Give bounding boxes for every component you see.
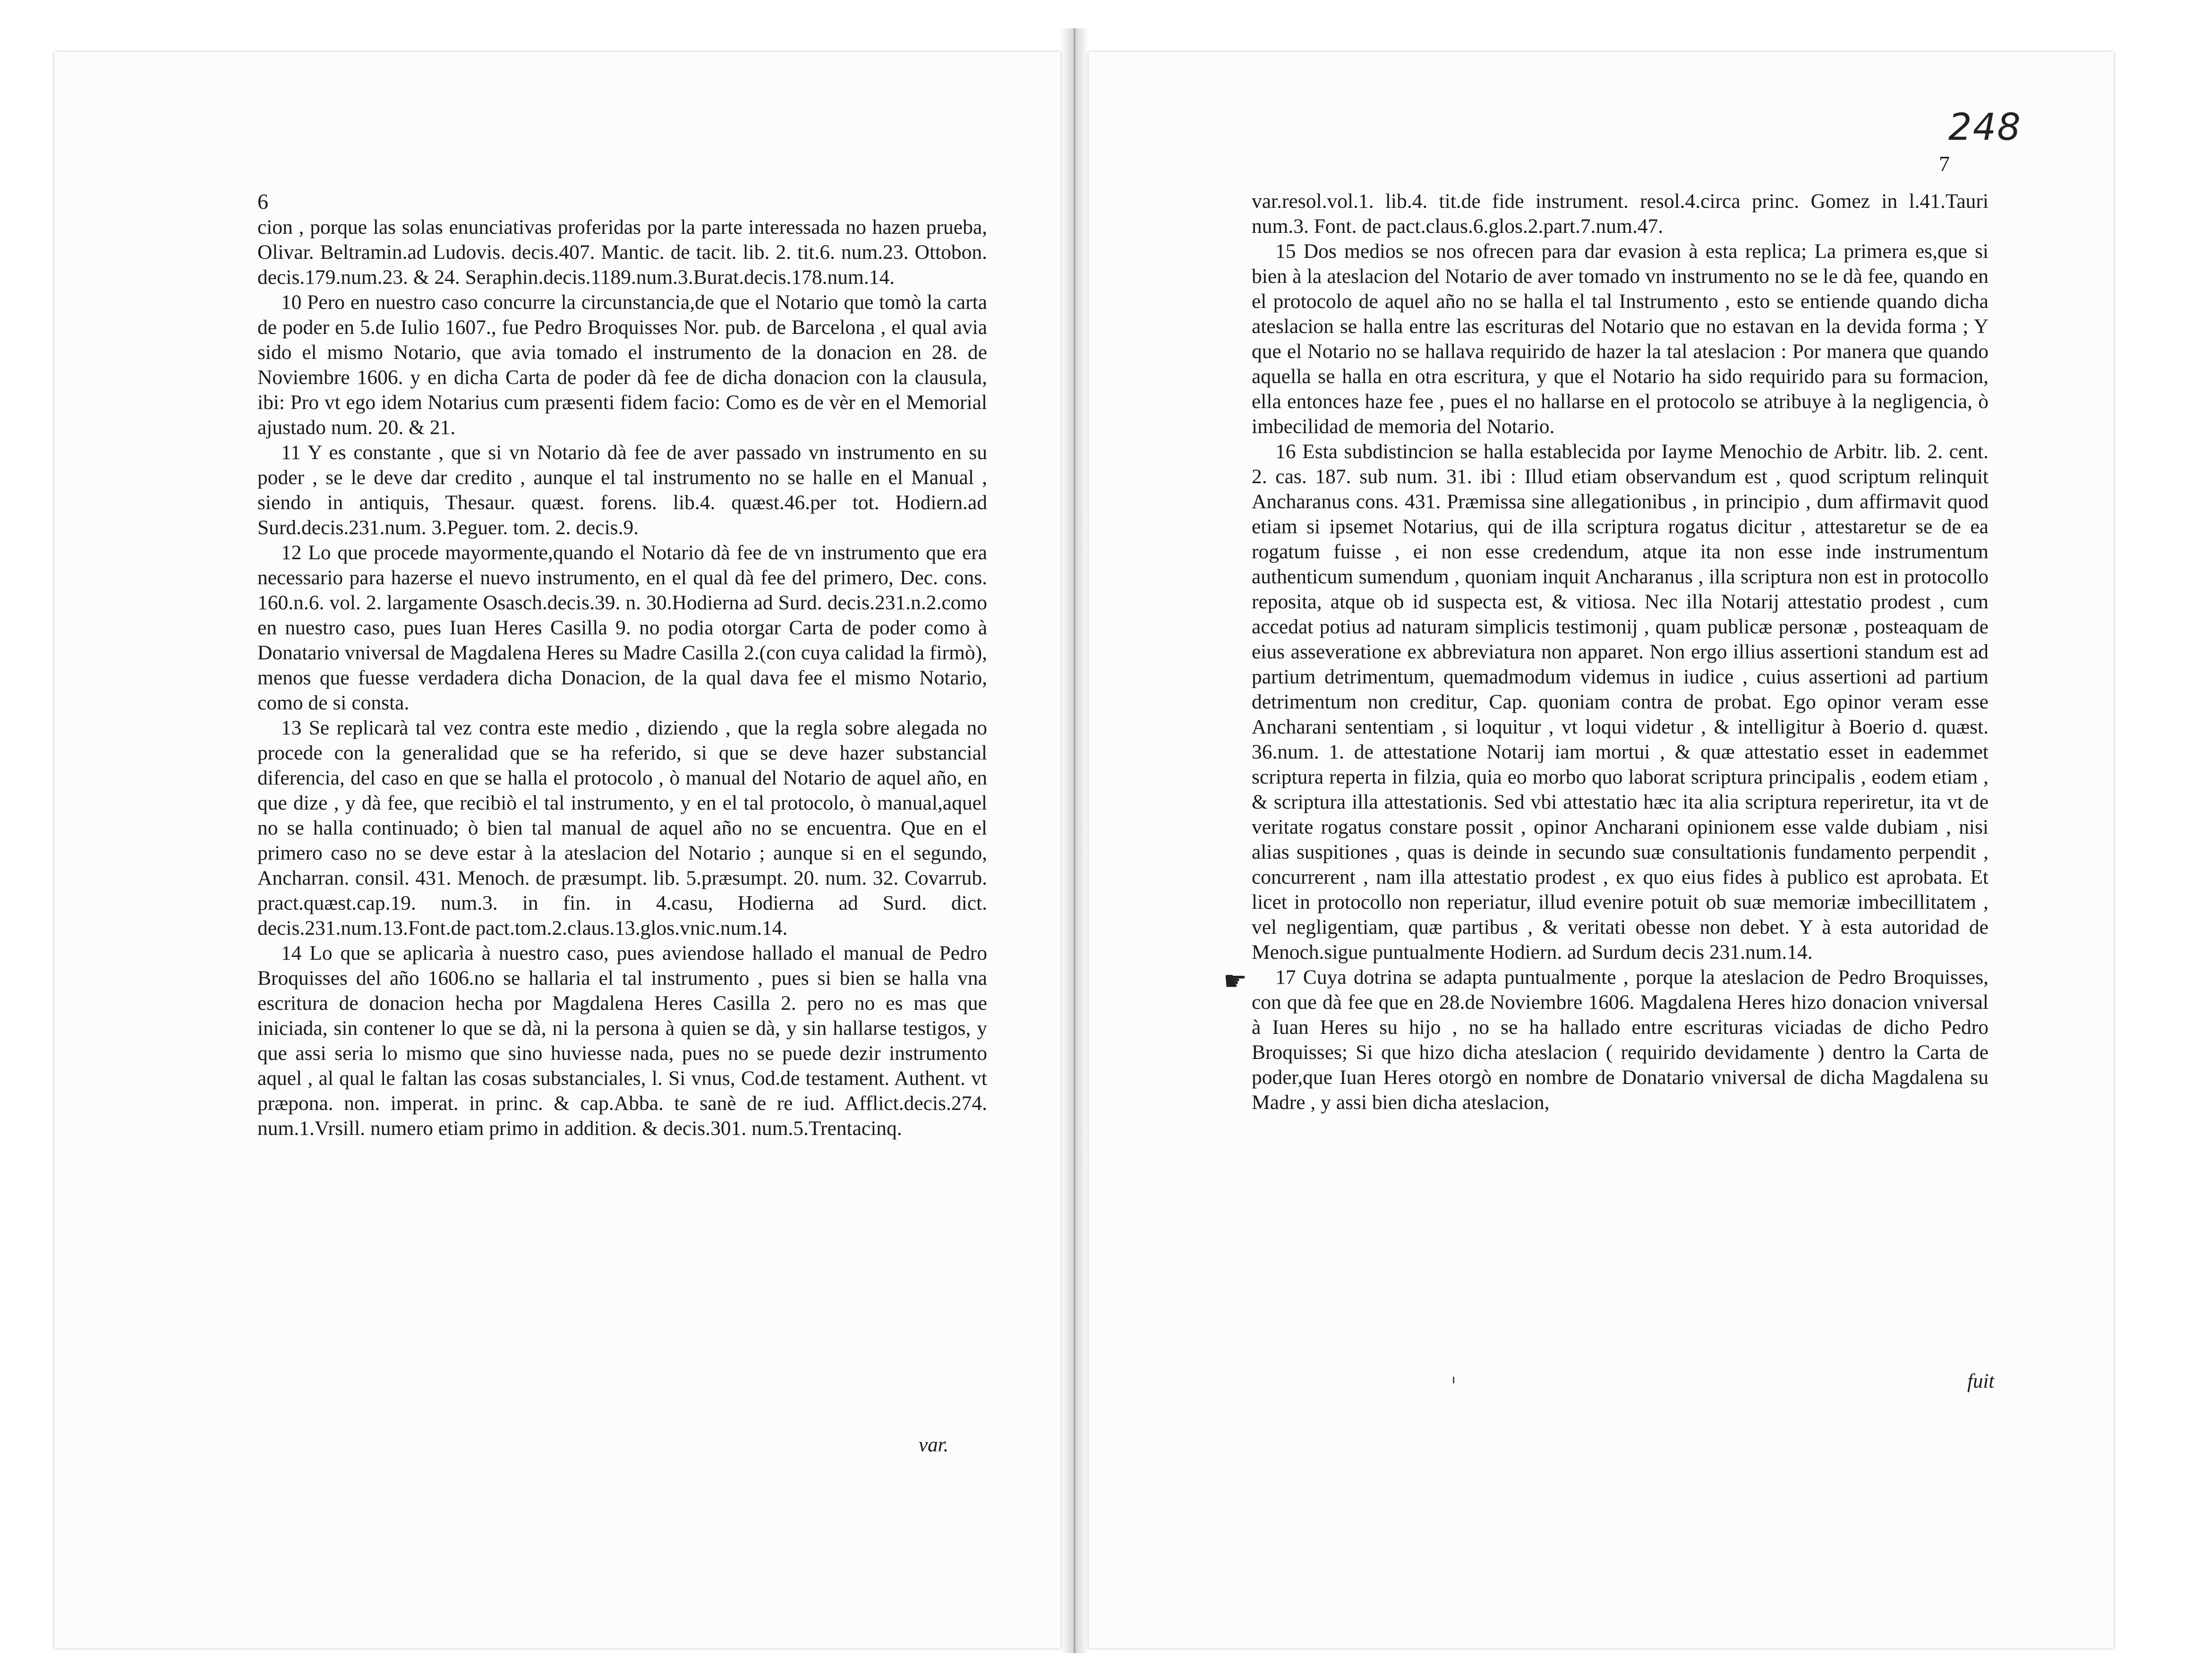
- book-gutter: [1060, 28, 1089, 1653]
- right-page: [1089, 52, 2114, 1648]
- paragraph: 15 Dos medios se nos ofrecen para dar evasion à esta replica; La primera es,que si bien à la ateslacion del Notario de aver tomado vn instrumento no se le dà fee, quando en el protocolo de aquel año no se halla el tal Instrumento , esto se entiende quando dicha ateslacion se halla entre las escrituras del Notario que no estavan en la devida forma ; Y que el Notario no se hallava requirido de hazer la tal ateslacion : Por manera que quando aquella se halla en otra escritura, y que el Notario ha sido requirido para su formacion, ella entonces haze fee , pues el no hallarse en el protocolo se atribuye à la negligencia, ò imbecilidad de memoria del Notario.: [1252, 240, 1989, 438]
- paragraph: 13 Se replicarà tal vez contra este medio , diziendo , que la regla sobre alegada no procede con la generalidad que se ha referido, si que se deve hazer substancial diferencia, del caso en que se halla el protocolo , ò manual del Notario de aquel año, en que dize , y dà fee, que recibiò el tal instrumento, y en el tal protocolo, ò manual,aquel no se halla continuado; ò bien tal manual de aquel año no se encuentra. Que en el primero caso no se deve estar à la ateslacion del Notario ; aunque si en el segundo, Ancharran. consil. 431. Menoch. de præsumpt. lib. 5.præsumpt. 20. num. 32. Covarrub. pract.quæst.cap.19. num.3. in fin. in 4.casu, Hodierna ad Surd. dict. decis.231.num.13.Font.de pact.tom.2.claus.13.glos.vnic.num.14.: [257, 716, 987, 939]
- page-text: [257, 215, 987, 1141]
- paragraph: 14 Lo que se aplicarìa à nuestro caso, pues aviendose hallado el manual de Pedro Broquisses del año 1606.no se hallaria el tal instrumento , pues si bien se halla vna escritura de donacion hecha por Magdalena Heres Casilla 2. pero no es mas que iniciada, sin contener lo que se dà, ni la persona à quien se dà, y sin hallarse testigos, y que assi seria lo mismo que sino huviesse nada, pues no se puede dezir instrumento aquel , al qual le faltan las cosas substanciales, l. Si vnus, Cod.de testament. Authent. vt præpona. non. imperat. in princ. & cap.Abba. te sanè de re iud. Afflict.decis.274. num.1.Vrsill. numero etiam primo in addition. & decis.301. num.5.Trentacinq.: [257, 942, 987, 1140]
- paragraph: 12 Lo que procede mayormente,quando el Notario dà fee de vn instrumento que era necessario para hazerse el nuevo instrumento, en el qual dà fee del primero, Dec. cons. 160.n.6. vol. 2. largamente Osasch.decis.39. n. 30.Hodierna ad Surd. decis.231.n.2.como en nuestro caso, pues Iuan Heres Casilla 9. no podia otorgar Carta de poder como à Donatario vniversal de Magdalena Heres su Madre Casilla 2.(con cuya calidad la firmò), menos que fuesse verdadera dicha Donacion, de la qual dava fee el mismo Notario, como de si consta.: [257, 541, 987, 714]
- ink-speck: [1453, 1377, 1454, 1383]
- paragraph: 11 Y es constante , que si vn Notario dà fee de aver passado vn instrumento en su poder , se le deve dar credito , aunque el tal instrumento no se halle en el Manual , siendo in antiquis, Thesaur. quæst. forens. lib.4. quæst.46.per tot. Hodiern.ad Surd.decis.231.num. 3.Peguer. tom. 2. decis.9.: [257, 441, 987, 539]
- handwritten-folio-number: 248: [1948, 106, 2022, 149]
- pointing-hand-icon: ☛: [1223, 967, 1247, 996]
- paragraph: cion , porque las solas enunciativas proferidas por la parte interessada no hazen prueba, Olivar. Beltramin.ad Ludovis. decis.407. Mantic. de tacit. lib. 2. tit.6. num.23. Ottobon. decis.179.num.23. & 24. Seraphin.decis.1189.num.3.Burat.decis.178.num.14.: [257, 216, 987, 289]
- page-number: 7: [1939, 152, 1950, 176]
- page-text: [1252, 189, 1989, 1115]
- paragraph: 16 Esta subdistincion se halla establecida por Iayme Menochio de Arbitr. lib. 2. cent. 2. cas. 187. sub num. 31. ibi : Illud etiam observandum est , quod scriptum relinquit Ancharanus cons. 431. Præmissa sine allegationibus , in principio , dum affirmavit quod etiam si ipsemet Notarius, qui de illa scriptura rogatus dicitur , attestaretur se de ea rogatum fuisse , ei non esse credendum, atque ita non esse inde instrumentum authenticum sumendum , quoniam inquit Ancharanus , illa scriptura non est in protocollo reposita, atque ob id suspecta est, & vitiosa. Nec illa Notarij attestatio prodest , cum accedat potius ad naturam simplicis testimonij , quam publicæ personæ , posteaquam de eius asseveratione ex abbreviatura non apparet. Non ergo illius assertioni standum est ad partium detrimentum, quemadmodum videmus in iudice , cuius assertioni ad partium detrimentum non creditur, Cap. quoniam contra de probat. Ego opinor veram esse Ancharani sententiam , si loquitur , vt loqui videtur , & intelligitur à Boerio d. quæst. 36.num. 1. de attestatione Notarij iam mortui , & quæ attestatio esset in eademmet scriptura reperta in filzia, quia eo morbo quo laborat scriptura principalis , eodem etiam , & scriptura illa attestationis. Sed vbi attestatio hæc ita alia scriptura reperiretur, ita vt de veritate rogatus constare possit , opinor Ancharani opinionem esse valde dubiam , nisi alias suspitiones , quas is deinde in secundo suæ consultationis fundamento perpendit , concurrerent , nam illa attestatio prodest , ex quo eius fides à publico est aprobata. Et licet in protocollo non reperiatur, illud evenire potuit ob suæ memoriæ imbecillitatem , vel negligentiam, quæ partibus , & veritati obesse non debet. Y à esta autoridad de Menoch.sigue puntualmente Hodiern. ad Surdum decis 231.num.14.: [1252, 440, 1989, 964]
- paragraph: 17 Cuya dotrina se adapta puntualmente , porque la ateslacion de Pedro Broquisses, con que dà fee que en 28.de Noviembre 1606. Magdalena Heres hizo donacion vniversal à Iuan Heres su hijo , no se ha hallado entre escrituras viciadas de dicho Pedro Broquisses; Si que hizo dicha ateslacion ( requirido devidamente ) dentro la Carta de poder,que Iuan Heres otorgò en nombre de Donatario vniversal de dicha Magdalena su Madre , y assi bien dicha ateslacion,: [1252, 966, 1989, 1114]
- left-page: [54, 52, 1060, 1648]
- page-number: 6: [257, 189, 268, 213]
- paragraph: var.resol.vol.1. lib.4. tit.de fide instrument. resol.4.circa princ. Gomez in l.41.Tauri num.3. Font. de pact.claus.6.glos.2.part.7.num.47.: [1252, 190, 1989, 238]
- paragraph: 10 Pero en nuestro caso concurre la circunstancia,de que el Notario que tomò la carta de poder en 5.de Iulio 1607., fue Pedro Broquisses Nor. pub. de Barcelona , el qual avia sido el mismo Notario, que avia tomado el instrumento de la donacion en 28. de Noviembre 1606. y en dicha Carta de poder dà fee de dicha donacion con la clausula, ibi: Pro vt ego idem Notarius cum præsenti fidem facio: Como es de vèr en el Memorial ajustado num. 20. & 21.: [257, 291, 987, 439]
- catchword: var.: [919, 1434, 949, 1456]
- catchword: fuit: [1967, 1370, 1995, 1392]
